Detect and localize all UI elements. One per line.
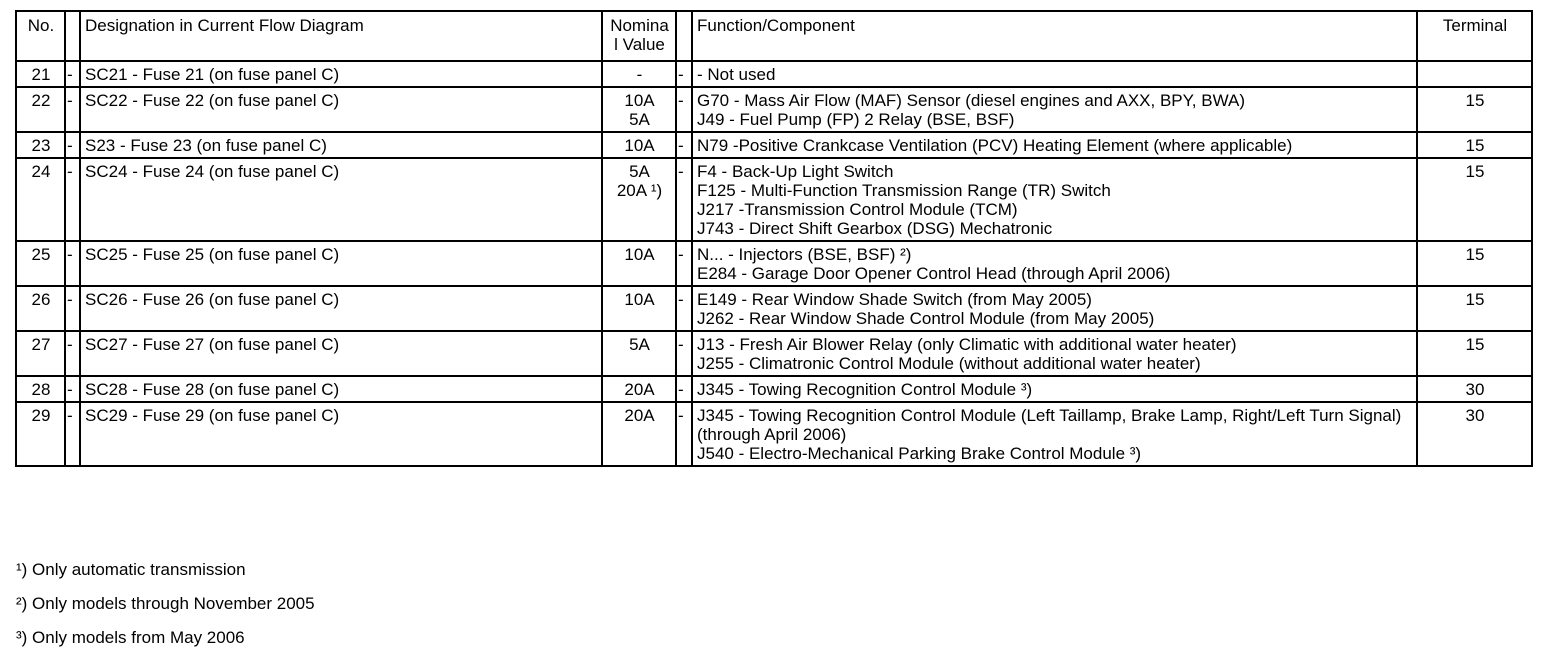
header-function: Function/Component	[692, 11, 1417, 61]
row-dash-2: -	[676, 132, 692, 158]
fuse-table	[15, 10, 1533, 467]
row-function	[692, 286, 1417, 331]
header-terminal: Terminal	[1417, 11, 1532, 61]
row-designation: SC29 - Fuse 29 (on fuse panel C)	[80, 402, 602, 466]
table-row	[16, 376, 1532, 402]
function-line: J49 - Fuel Pump (FP) 2 Relay (BSE, BSF)	[697, 110, 1015, 129]
row-terminal: 15	[1417, 331, 1532, 376]
row-nominal-value	[602, 61, 676, 87]
row-terminal	[1417, 61, 1532, 87]
row-dash-2: -	[676, 158, 692, 241]
function-line: J255 - Climatronic Control Module (without additional water heater)	[697, 354, 1201, 373]
row-function	[692, 61, 1417, 87]
function-line: J540 - Electro-Mechanical Parking Brake Control Module ³)	[697, 444, 1142, 463]
function-line: N... - Injectors (BSE, BSF) ²)	[697, 245, 912, 264]
row-designation: SC24 - Fuse 24 (on fuse panel C)	[80, 158, 602, 241]
row-function	[692, 241, 1417, 286]
table-row	[16, 61, 1532, 87]
row-dash-2: -	[676, 286, 692, 331]
fuse-table-body	[16, 61, 1532, 466]
row-designation: SC28 - Fuse 28 (on fuse panel C)	[80, 376, 602, 402]
row-dash-2: -	[676, 402, 692, 466]
header-nominal-value	[602, 11, 676, 61]
row-terminal: 15	[1417, 286, 1532, 331]
header-no: No.	[16, 11, 65, 61]
function-line: J345 - Towing Recognition Control Module ³)	[697, 380, 1033, 399]
row-designation: SC27 - Fuse 27 (on fuse panel C)	[80, 331, 602, 376]
function-line: F4 - Back-Up Light Switch	[697, 162, 894, 181]
row-number: 22	[16, 87, 65, 132]
row-number: 27	[16, 331, 65, 376]
row-dash: -	[65, 87, 80, 132]
nominal-value-line: 20A	[624, 406, 655, 425]
nominal-value-line: -	[636, 65, 643, 84]
table-header-row	[16, 11, 1532, 61]
row-function	[692, 402, 1417, 466]
row-number: 21	[16, 61, 65, 87]
function-line: N79 -Positive Crankcase Ventilation (PCV) Heating Element (where applicable)	[697, 136, 1293, 155]
row-dash: -	[65, 241, 80, 286]
function-line: - Not used	[697, 65, 776, 84]
table-row	[16, 241, 1532, 286]
nominal-value-line: 10A	[624, 91, 655, 110]
row-dash: -	[65, 286, 80, 331]
row-dash-2: -	[676, 87, 692, 132]
row-terminal: 15	[1417, 158, 1532, 241]
row-nominal-value	[602, 87, 676, 132]
table-row	[16, 402, 1532, 466]
row-designation: S23 - Fuse 23 (on fuse panel C)	[80, 132, 602, 158]
row-nominal-value	[602, 331, 676, 376]
footnote-1: ¹) Only automatic transmission	[16, 560, 246, 579]
row-dash-2: -	[676, 241, 692, 286]
nominal-value-line: 10A	[624, 245, 655, 264]
function-line: E284 - Garage Door Opener Control Head (through April 2006)	[697, 264, 1171, 283]
row-function	[692, 87, 1417, 132]
row-nominal-value	[602, 376, 676, 402]
row-dash: -	[65, 158, 80, 241]
nominal-value-line: 20A	[624, 380, 655, 399]
function-line: J13 - Fresh Air Blower Relay (only Climatic with additional water heater)	[697, 335, 1237, 354]
row-number: 26	[16, 286, 65, 331]
function-line: J217 -Transmission Control Module (TCM)	[697, 200, 1018, 219]
table-row	[16, 286, 1532, 331]
nominal-value-line: 10A	[624, 290, 655, 309]
header-nominal-value-line2: l Value	[614, 35, 665, 54]
table-row	[16, 158, 1532, 241]
table-row	[16, 132, 1532, 158]
header-dash	[65, 11, 80, 61]
row-number: 23	[16, 132, 65, 158]
row-designation: SC21 - Fuse 21 (on fuse panel C)	[80, 61, 602, 87]
row-dash-2: -	[676, 331, 692, 376]
row-number: 25	[16, 241, 65, 286]
row-function	[692, 132, 1417, 158]
row-terminal: 15	[1417, 132, 1532, 158]
row-nominal-value	[602, 132, 676, 158]
row-dash-2: -	[676, 376, 692, 402]
nominal-value-line: 20A ¹)	[616, 181, 663, 200]
function-line: J743 - Direct Shift Gearbox (DSG) Mechatronic	[697, 219, 1053, 238]
header-nominal-value-line1: Nomina	[610, 16, 669, 35]
row-function	[692, 376, 1417, 402]
row-designation: SC26 - Fuse 26 (on fuse panel C)	[80, 286, 602, 331]
header-designation: Designation in Current Flow Diagram	[80, 11, 602, 61]
row-dash-2: -	[676, 61, 692, 87]
header-dash-2	[676, 11, 692, 61]
row-nominal-value	[602, 241, 676, 286]
footnote-2: ²) Only models through November 2005	[16, 594, 315, 613]
row-nominal-value	[602, 402, 676, 466]
row-function	[692, 158, 1417, 241]
function-line: E149 - Rear Window Shade Switch (from May 2005)	[697, 290, 1092, 309]
row-number: 29	[16, 402, 65, 466]
function-line: J262 - Rear Window Shade Control Module (from May 2005)	[697, 309, 1155, 328]
row-terminal: 30	[1417, 402, 1532, 466]
function-line: J345 - Towing Recognition Control Module (Left Taillamp, Brake Lamp, Right/Left Turn Signal) (through April 2006)	[697, 406, 1402, 444]
nominal-value-line: 5A	[629, 110, 650, 129]
row-dash: -	[65, 331, 80, 376]
nominal-value-line: 10A	[624, 136, 655, 155]
row-dash: -	[65, 402, 80, 466]
row-number: 24	[16, 158, 65, 241]
row-designation: SC25 - Fuse 25 (on fuse panel C)	[80, 241, 602, 286]
table-row	[16, 87, 1532, 132]
row-terminal: 15	[1417, 241, 1532, 286]
function-line: G70 - Mass Air Flow (MAF) Sensor (diesel engines and AXX, BPY, BWA)	[697, 91, 1245, 110]
function-line: F125 - Multi-Function Transmission Range (TR) Switch	[697, 181, 1111, 200]
row-nominal-value	[602, 158, 676, 241]
footnotes	[16, 558, 315, 660]
row-designation: SC22 - Fuse 22 (on fuse panel C)	[80, 87, 602, 132]
row-function	[692, 331, 1417, 376]
row-terminal: 15	[1417, 87, 1532, 132]
nominal-value-line: 5A	[629, 162, 650, 181]
table-row	[16, 331, 1532, 376]
row-nominal-value	[602, 286, 676, 331]
row-dash: -	[65, 61, 80, 87]
row-dash: -	[65, 132, 80, 158]
row-terminal: 30	[1417, 376, 1532, 402]
footnote-3: ³) Only models from May 2006	[16, 628, 245, 647]
row-number: 28	[16, 376, 65, 402]
nominal-value-line: 5A	[629, 335, 650, 354]
row-dash: -	[65, 376, 80, 402]
